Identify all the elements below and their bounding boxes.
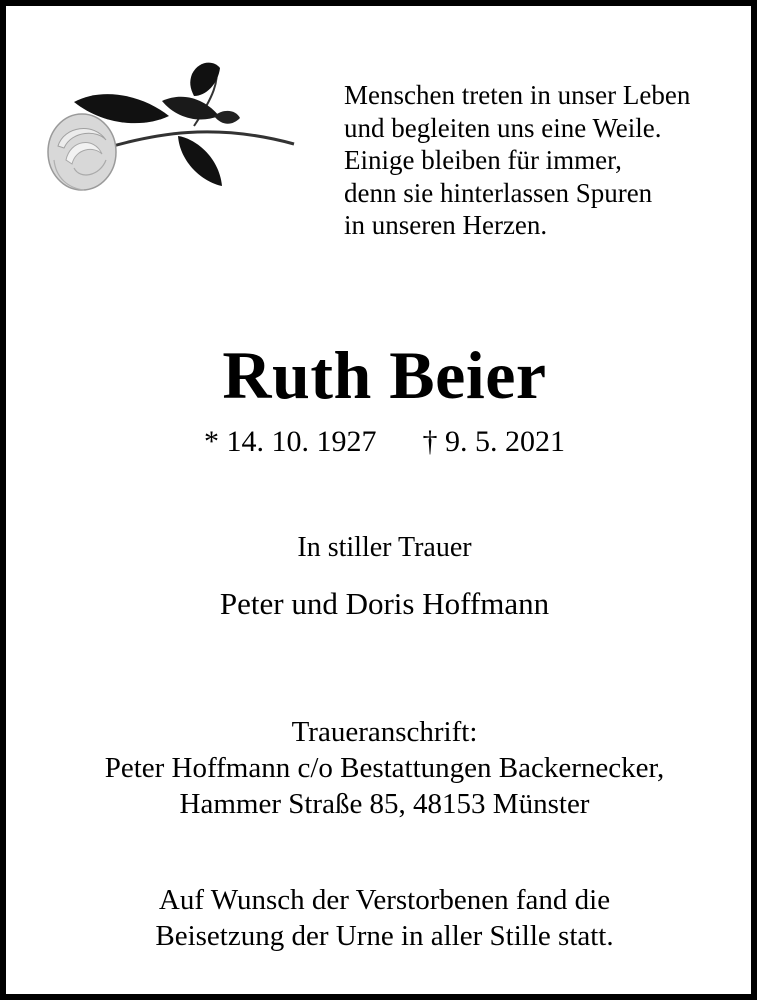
poem-line: in unseren Herzen. (344, 210, 548, 240)
poem-line: Menschen treten in unser Leben (344, 80, 691, 110)
burial-note (6, 882, 757, 954)
life-dates (6, 425, 757, 459)
note-line: Auf Wunsch der Verstorbenen fand die (158, 884, 611, 916)
death-date: † 9. 5. 2021 (422, 425, 565, 458)
note-line: Beisetzung der Urne in aller Stille statt. (155, 920, 614, 952)
poem-line: Einige bleiben für immer, (344, 145, 622, 175)
poem (344, 79, 690, 242)
rose-icon (44, 56, 298, 196)
address-line: Peter Hoffmann c/o Bestattungen Backernecker, (104, 752, 665, 784)
poem-line: denn sie hinterlassen Spuren (344, 177, 653, 208)
deceased-name: Ruth Beier (222, 337, 547, 413)
mourners-names: Peter und Doris Hoffmann (219, 586, 550, 621)
poem-line: und begleiten uns eine Weile. (344, 112, 662, 143)
mourning-address (6, 714, 757, 822)
mourning-phrase: In stiller Trauer (297, 532, 472, 563)
address-heading: Traueranschrift: (291, 716, 478, 748)
birth-date: * 14. 10. 1927 (204, 425, 377, 458)
address-line: Hammer Straße 85, 48153 Münster (179, 788, 590, 820)
